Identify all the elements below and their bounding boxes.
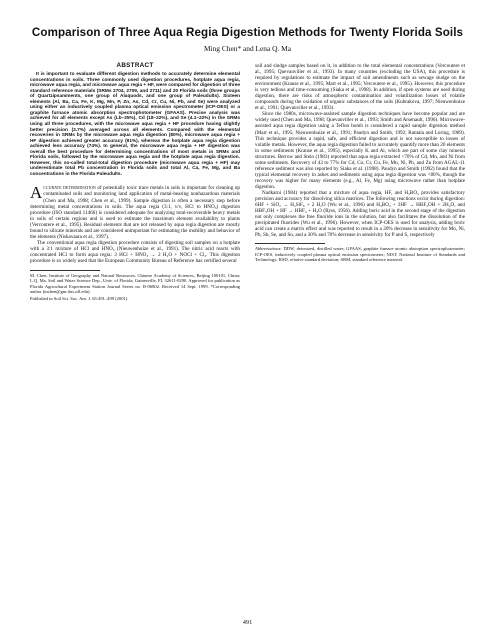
footnote-affiliation: M. Chen, Institute of Geography and Natural Resources, Chinese Academy of Sciences, Beijing 100101, China; L.Q. Ma, Soil and Water Science Dep., Univ. of Florida, Gainesville, FL 32611-0290. Approved for publication as Florida Agricultural Experiment Station Journal Series no. R-06802. Received 14 Sept. 1999. *Corresponding author (mchen@gnr.ifas.ufl.edu). (30, 273, 240, 294)
abbreviations-text: DDW, deionized, distilled water; GFAAS, graphite furnace atomic absorption spectrophotometer; ICP-OES, inductively coupled plasma optical emission spectrometer; NIST, National Institute of Standards and Technology; RSD, relative standard deviation; SRM, standard reference material. (255, 246, 465, 262)
two-column-body (30, 63, 465, 304)
right-paragraph-1: soil and sludge samples based on it, in addition to the total elemental concentrations (Vercoutere et al., 1995; Quevauviller et al., 1993). In many countries (excluding the USA), this procedure is required by regulations to estimate the impact of soil amendments such as sewage sludge on the environment (Krause et al., 1995; Marr et al., 1995; Vercoutere et al., 1995). However, this procedure is very tedious and time-consuming (Siaka et al., 1998). In addition, if open systems are used during digestion, there are risks of atmospheric contamination and volatilization losses of volatile compounds during the oxidation of organic substances of the soils (Kubrakova, 1997; Nieuwenhuize et al., 1991; Quevauviller et al., 1993). (255, 63, 465, 112)
footnote-divider (30, 270, 100, 271)
abbreviations-label: Abbreviations: (255, 246, 282, 252)
right-paragraph-2: Since the 1980s, microwave-assisted sample digestion techniques have become popular and are widely used (Chen and Ma, 1998; Quevauviller et al., 1993; Smith and Arsenault, 1996). Microwave-assisted aqua regia digestion using a Teflon bomb is considered a rapid sample digestion method (Marr et al., 1995; Nieuwenhuize et al., 1991; Paudyn and Smith, 1992; Rantala and Loring, 1989). This technique provides a rapid, safe, and efficient digestion and is not susceptible to losses of volatile metals. However, the aqua regia digestion failed to accurately quantify more than 20 elements in some sediments (Krause et al., 1995), especially K and Al, which are part of some clay mineral structures. Berrow and Stein (1983) reported that aqua regia extracted <70% of Cd, Mn, and Ni from some sediments. Recovery of 43 to 77% for Cd, Co, Cr, Cu, Fe, Mn, Ni, Pb, and Zn from AGAL-11 reference sediment was also reported by Siaka et al. (1998). Paudyn and Smith (1992) found that the typical elemental recovery in ashes and sediments using aqua regia digestion was <80%, though the recovery was higher for many elements (e.g., Al, Fe, Mg) using microwave rather than hotplate digestion. (255, 111, 465, 190)
page-number: 491 (242, 619, 253, 626)
drop-cap: A (30, 183, 43, 203)
abstract-heading: ABSTRACT (116, 62, 154, 69)
paper-title: Comparison of Three Aqua Regia Digestion Methods for Twenty Florida Soils (31, 26, 464, 39)
left-column (30, 63, 240, 304)
paper-authors: Ming Chen* and Lena Q. Ma (203, 44, 292, 53)
right-paragraph-3: Nadkarni (1984) reported that a mixture of aqua regia, HF, and H₃BO₃ provides satisfactory precision and accuracy for dissolving silica matrices. The following reactions occur during digestion: 6HF + SiO₂ → H₂SiF₆ + 2 H₂O (Wu et al., 1996) and H₃BO₃ + 3HF → HBF₃OH + 2H₂O, and HBF₃OH + HF → HBF₄ + H₂O (Ryss, 1956). Adding boric acid in the second stage of the digestion not only complexes the free fluoride ions in the solution, but also facilitates the dissolution of the precipitated fluorides (Wu et al., 1996). However, when ICP-OES is used for analysis, adding boric acid can create a matrix effect and was reported to result in a 20% decrease in sensitivity for Mo, Ni, Pb, Sb, Se, and Sn, and a 30% and 70% decrease in sensitivity for P and S, respectively (255, 189, 465, 239)
intro-paragraph-1 (30, 185, 240, 239)
intro-lead-in: ccurate determination (43, 185, 96, 192)
intro-paragraph-1-text: of potentially toxic trace metals in soils is important for cleaning up contaminated soils and monitoring land application of metal-bearing nonhazardous materials (Chen and Ma, 1998; Chen et al., 1999). Sample digestion is often a necessary step before determining metal concentrations in soils. The aqua regia (3:1, v/v, HCl to HNO₃) digestion procedure (ISO standard 11466) is considered adequate for analyzing total-recoverable heavy metals in soils of certain regions and is used to estimate the maximum element availability to plants (Vercoutere et al., 1995). Residual elements that are not released by aqua regia digestion are mostly bound to silicate minerals and are considered unimportant for estimating the mobility and behavior of the elements (Niskavaara et al., 1997). (30, 185, 241, 240)
abbreviations-divider (255, 243, 325, 244)
right-column (255, 63, 465, 304)
abbreviations-note (255, 246, 465, 262)
intro-paragraph-2: The conventional aqua regia digestion procedure consists of digesting soil samples on a hotplate with a 3:1 mixture of HCl and HNO₃ (Nieuwenhuize et al., 1991). The nitric acid reacts with concentrated HCl to form aqua regia: 3 HCl + HNO₃ → 2 H₂O + NOCl + Cl₂. This digestion procedure is so widely used that the European Community Bureau of Reference has certified several (30, 239, 240, 264)
footnote-publication: Published in Soil Sci. Soc. Am. J. 65:491–499 (2001). (30, 296, 129, 302)
abstract-text: It is important to evaluate different digestion methods to accurately determine elemental concentrations in soils. Three commonly used digestion procedures, hotplate aqua regia, microwave aqua regia, and microwave aqua regia + HF, were compared for digestion of three standard reference materials (SRMs 2704, 2709, and 2711) and 20 Florida soils (three groups of Quartzipsamments, one group of Alaquods, and one group of Paleudults). Sixteen elements (Al, Ba, Ca, Fe, K, Mg, Mn, P, Zn, As, Cd, Cr, Cu, Ni, Pb, and Se) were analyzed using either an inductively coupled plasma optical emission spectrometer (ICP-OES) or a graphite furnace atomic absorption spectrophotometer (GFAAS). Precise analysis was achieved for all elements except As (Lb–25%), Cd (18–22%), and Se (4.1–22%) in the SRMs using all three procedures, with the microwave aqua regia + HF procedure having slightly better precision (3.7%) averaged across all elements. Compared with the elemental recoveries in SRMs by the microwave aqua regia digestion (80%), microwave aqua regia + HF digestion achieved greater accuracy (91%), whereas the hotplate aqua regia digestion achieved less accuracy (74%). In general, the microwave aqua regia + HF digestion was overall the best procedure for determining concentrations of most metals in SRMs and Florida soils, followed by the microwave aqua regia and the hotplate aqua regia digestion. However, this so-called total-total digestion procedure (microwave aqua regia + HF) may underestimate total Pb concentration in Florida soils and total Al, Ca, Fe, Mg, and Ba concentrations in the Florida Paleudults. (30, 72, 240, 177)
